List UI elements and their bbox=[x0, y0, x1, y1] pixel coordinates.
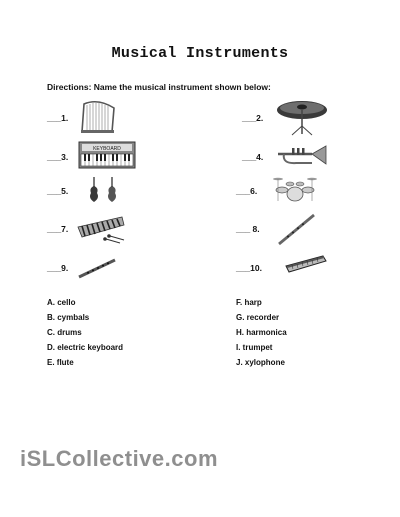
drums-icon bbox=[272, 176, 318, 202]
flute-icon bbox=[276, 212, 316, 246]
cymbal-icon bbox=[275, 96, 329, 136]
item-8-label: ___ 8. bbox=[236, 224, 260, 234]
item-4-label: ___4. bbox=[242, 152, 264, 162]
worksheet-title: Musical Instruments bbox=[111, 45, 289, 62]
recorder-icon bbox=[76, 256, 118, 280]
option-e: E. flute bbox=[47, 358, 74, 367]
option-f: F. harp bbox=[236, 298, 262, 307]
cello-icon bbox=[84, 176, 124, 204]
option-h: H. harmonica bbox=[236, 328, 287, 337]
option-c: C. drums bbox=[47, 328, 82, 337]
electric-keyboard-icon bbox=[78, 141, 136, 169]
directions-text: Directions: Name the musical instrument shown below: bbox=[47, 82, 271, 92]
option-i: I. trumpet bbox=[236, 343, 273, 352]
option-a: A. cello bbox=[47, 298, 76, 307]
watermark: iSLCollective.com bbox=[20, 446, 219, 471]
keyboard-brand-text: KEYBOARD bbox=[93, 146, 121, 152]
item-6-label: ___6. bbox=[236, 186, 258, 196]
item-2-label: ___2. bbox=[242, 113, 264, 123]
harp-icon bbox=[76, 100, 120, 134]
item-10-label: ___10. bbox=[236, 263, 262, 273]
item-7-label: ___7. bbox=[47, 224, 69, 234]
harmonica-icon bbox=[283, 252, 329, 274]
xylophone-icon bbox=[76, 209, 126, 247]
option-j: J. xylophone bbox=[236, 358, 285, 367]
item-9-label: ___9. bbox=[47, 263, 69, 273]
option-g: G. recorder bbox=[236, 313, 280, 322]
trumpet-icon bbox=[276, 144, 328, 168]
item-1-label: ___1. bbox=[47, 113, 69, 123]
item-5-label: ___5. bbox=[47, 186, 69, 196]
option-b: B. cymbals bbox=[47, 313, 90, 322]
item-3-label: ___3. bbox=[47, 152, 69, 162]
option-d: D. electric keyboard bbox=[47, 343, 124, 352]
